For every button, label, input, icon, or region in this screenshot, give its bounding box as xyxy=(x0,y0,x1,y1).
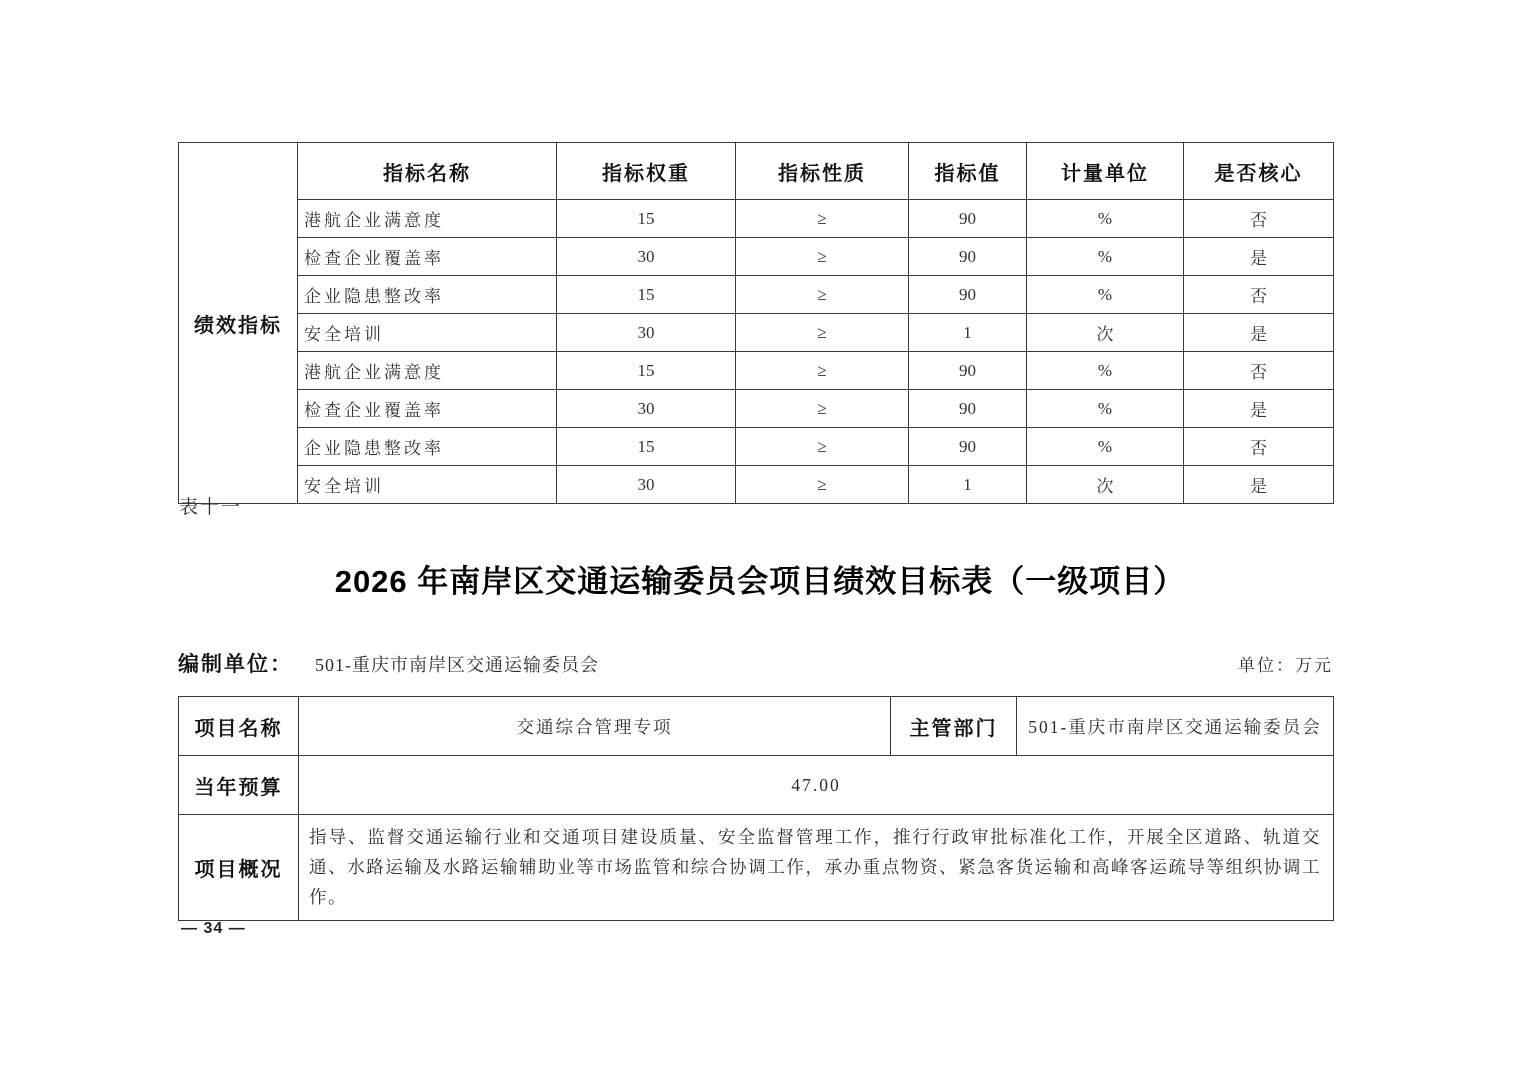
indicator-cell-unit: % xyxy=(1027,390,1184,428)
indicator-row xyxy=(179,428,1334,466)
budget-row xyxy=(179,756,1334,815)
indicator-cell-unit: % xyxy=(1027,352,1184,390)
indicator-table-body xyxy=(179,143,1334,504)
indicator-cell-unit: 次 xyxy=(1027,314,1184,352)
column-header-weight: 指标权重 xyxy=(557,143,736,200)
project-table xyxy=(178,696,1334,921)
prepared-by-label: 编制单位： xyxy=(178,652,293,676)
overview-row xyxy=(179,815,1334,921)
indicator-cell-weight: 30 xyxy=(557,238,736,276)
unit-note: 单位：万元 xyxy=(1238,656,1333,675)
indicator-cell-nature: ≥ xyxy=(736,390,909,428)
indicator-cell-weight: 15 xyxy=(557,200,736,238)
column-header-value: 指标值 xyxy=(909,143,1027,200)
indicator-cell-name: 安全培训 xyxy=(298,314,557,352)
indicator-cell-name: 企业隐患整改率 xyxy=(298,276,557,314)
indicator-cell-weight: 30 xyxy=(557,466,736,504)
indicator-cell-value: 90 xyxy=(909,428,1027,466)
indicator-cell-core: 是 xyxy=(1184,466,1334,504)
indicator-cell-name: 港航企业满意度 xyxy=(298,352,557,390)
column-header-nature: 指标性质 xyxy=(736,143,909,200)
indicator-cell-nature: ≥ xyxy=(736,238,909,276)
indicator-cell-value: 1 xyxy=(909,314,1027,352)
indicator-cell-unit: 次 xyxy=(1027,466,1184,504)
indicator-cell-core: 是 xyxy=(1184,390,1334,428)
indicator-row xyxy=(179,200,1334,238)
indicator-cell-value: 90 xyxy=(909,238,1027,276)
indicator-cell-nature: ≥ xyxy=(736,466,909,504)
indicator-cell-value: 90 xyxy=(909,200,1027,238)
indicator-cell-unit: % xyxy=(1027,428,1184,466)
indicator-cell-nature: ≥ xyxy=(736,276,909,314)
indicator-cell-core: 否 xyxy=(1184,428,1334,466)
indicator-cell-weight: 15 xyxy=(557,352,736,390)
budget-value: 47.00 xyxy=(299,756,1334,815)
indicator-cell-nature: ≥ xyxy=(736,352,909,390)
page-number: — 34 — xyxy=(181,920,246,937)
indicator-row xyxy=(179,390,1334,428)
table-caption: 表十一 xyxy=(179,497,243,518)
column-header-unit: 计量单位 xyxy=(1027,143,1184,200)
prepared-by-value: 501-重庆市南岸区交通运输委员会 xyxy=(315,655,599,675)
indicator-cell-name: 企业隐患整改率 xyxy=(298,428,557,466)
indicator-cell-weight: 15 xyxy=(557,428,736,466)
project-name-value: 交通综合管理专项 xyxy=(299,697,891,756)
indicator-header-row xyxy=(179,143,1334,200)
project-name-label: 项目名称 xyxy=(179,697,299,756)
overview-value: 指导、监督交通运输行业和交通项目建设质量、安全监督管理工作，推行行政审批标准化工作，开展全区道路、轨道交通、水路运输及水路运输辅助业等市场监管和综合协调工作，承办重点物资、紧急客货运输和高峰客运疏导等组织协调工作。 xyxy=(299,815,1334,921)
indicator-cell-core: 否 xyxy=(1184,352,1334,390)
indicator-row xyxy=(179,276,1334,314)
column-header-core: 是否核心 xyxy=(1184,143,1334,200)
overview-label: 项目概况 xyxy=(179,815,299,921)
dept-label: 主管部门 xyxy=(891,697,1017,756)
indicator-cell-name: 安全培训 xyxy=(298,466,557,504)
indicator-cell-core: 否 xyxy=(1184,200,1334,238)
indicator-cell-unit: % xyxy=(1027,200,1184,238)
dept-value: 501-重庆市南岸区交通运输委员会 xyxy=(1017,697,1334,756)
indicator-cell-core: 是 xyxy=(1184,314,1334,352)
indicator-row xyxy=(179,238,1334,276)
indicator-cell-weight: 15 xyxy=(557,276,736,314)
indicator-cell-unit: % xyxy=(1027,238,1184,276)
indicator-row-header: 绩效指标 xyxy=(179,143,298,504)
indicator-cell-unit: % xyxy=(1027,276,1184,314)
project-name-row xyxy=(179,697,1334,756)
page-title: 2026 年南岸区交通运输委员会项目绩效目标表（一级项目） xyxy=(334,564,1186,599)
meta-line xyxy=(178,648,1333,678)
column-header-name: 指标名称 xyxy=(298,143,557,200)
indicator-row xyxy=(179,466,1334,504)
budget-label: 当年预算 xyxy=(179,756,299,815)
indicator-cell-value: 90 xyxy=(909,276,1027,314)
indicator-cell-name: 检查企业覆盖率 xyxy=(298,390,557,428)
indicator-cell-nature: ≥ xyxy=(736,314,909,352)
indicator-row xyxy=(179,352,1334,390)
indicator-cell-name: 港航企业满意度 xyxy=(298,200,557,238)
indicator-cell-value: 90 xyxy=(909,352,1027,390)
indicator-cell-name: 检查企业覆盖率 xyxy=(298,238,557,276)
indicator-cell-core: 是 xyxy=(1184,238,1334,276)
indicator-cell-nature: ≥ xyxy=(736,428,909,466)
indicator-cell-weight: 30 xyxy=(557,314,736,352)
indicator-cell-value: 1 xyxy=(909,466,1027,504)
indicator-cell-core: 否 xyxy=(1184,276,1334,314)
indicator-row xyxy=(179,314,1334,352)
indicator-cell-value: 90 xyxy=(909,390,1027,428)
indicator-cell-nature: ≥ xyxy=(736,200,909,238)
indicator-cell-weight: 30 xyxy=(557,390,736,428)
indicator-table xyxy=(178,142,1334,504)
